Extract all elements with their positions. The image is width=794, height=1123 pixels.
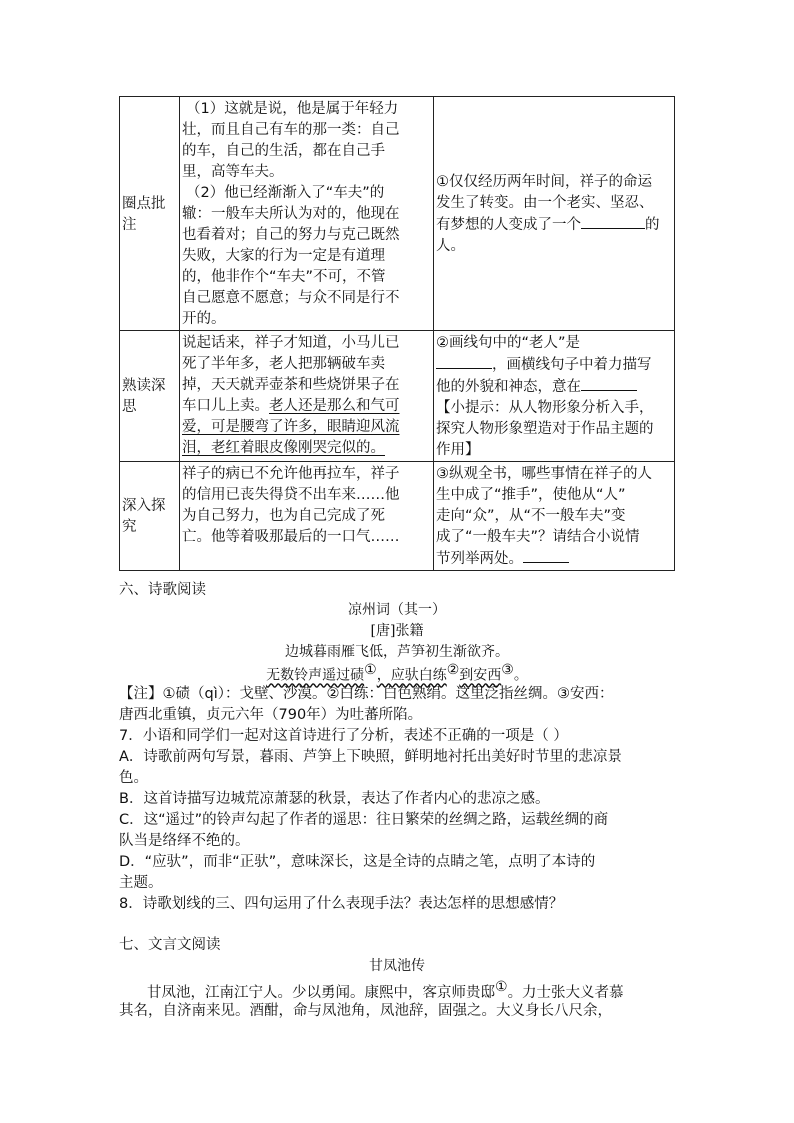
question-text: 有梦想的人变成了一个 [436, 217, 581, 233]
underlined-sentence: 爱，可是腰弯了许多，眼睛迎风流 [182, 419, 400, 435]
answer-blank[interactable] [523, 548, 569, 563]
answer-blank[interactable] [436, 354, 492, 369]
question-8: 8．诗歌划线的三、四句运用了什么表现手法？表达怎样的思想感情？ [119, 896, 564, 912]
note-mark: ① [364, 662, 377, 678]
poem-author: [唐]张籍 [370, 623, 424, 639]
essay-paragraph-line: 其名，自济南来见。酒酣，命与凤池角，凤池辞，固强之。大义身长八尺余， [119, 1003, 612, 1019]
question-cell [434, 462, 675, 571]
passage-line: 自己愿意不愿意；与众不同是行不 [182, 290, 400, 306]
option-c-cont: 队当是络绎不绝的。 [119, 833, 250, 849]
question-line [436, 548, 672, 570]
underlined-sentence: 泪，老红着眼皮像刚哭完似的。 [182, 440, 385, 456]
question-line [436, 214, 672, 236]
question-7: 7．小语和同学们一起对这首诗进行了分析，表述不正确的一项是（ ） [119, 728, 568, 744]
section-heading: 七、文言文阅读 [119, 937, 221, 953]
poem-title: 凉州词（其一） [348, 602, 446, 618]
passage-cell [180, 97, 434, 331]
note-mark: ③ [501, 662, 514, 678]
essay-title: 甘凤池传 [369, 958, 425, 974]
table-row [120, 97, 675, 331]
note-line: 【注】①碛（qì）：戈壁、沙漠。②白练：白色熟绢。这里泛指丝绸。③安西： [119, 686, 614, 702]
passage-line: 的，他非作个“车夫”不可，不管 [182, 269, 386, 285]
passage-line: 祥子的病已不允许他再拉车，祥子 [182, 466, 400, 482]
note-mark: ① [495, 979, 508, 995]
question-line: 人。 [436, 238, 465, 254]
question-line: 生中成了“推手”，使他从“人” [436, 487, 626, 503]
underlined-sentence: 老人还是那么和气可 [269, 398, 400, 414]
question-text: ，画横线句子中着力描写 [492, 357, 652, 373]
question-text: 他的外貌和神态，意在 [436, 379, 581, 395]
question-cell [434, 97, 675, 331]
question-line: 【小提示：从人物形象分析入手， [436, 400, 654, 416]
passage-line: （2）他已经渐渐入了“车夫”的 [186, 185, 385, 201]
passage-line: 说起话来，祥子才知道，小马儿已 [182, 335, 400, 351]
essay-paragraph-line [119, 977, 679, 1004]
passage-line [182, 396, 431, 417]
option-b: B．这首诗描写边城荒凉萧瑟的秋景，表达了作者内心的悲凉之感。 [119, 791, 550, 807]
question-text: 的 [645, 217, 660, 233]
row-label [120, 97, 180, 331]
essay-text: 。力士张大义者慕 [507, 984, 624, 1001]
passage-line: 死了半年多，老人把那辆破车卖 [182, 356, 385, 372]
passage-line: 的车，自己的生活，都在自己手 [182, 143, 385, 159]
section-heading: 六、诗歌阅读 [119, 582, 206, 598]
row-label [120, 462, 180, 571]
passage-line: 掉，天天就弄壶茶和些烧饼果子在 [182, 377, 400, 393]
table-row [120, 331, 675, 462]
option-a-cont: 色。 [119, 770, 148, 786]
question-cell [434, 331, 675, 462]
poem-text: 无数铃声遥过碛 [266, 667, 365, 684]
essay-text: 甘凤池，江南江宁人。少以勇闻。康熙中，客京师贵邸 [147, 984, 495, 1001]
question-line: ③纵观全书，哪些事情在祥子的人 [436, 466, 652, 482]
passage-text: 车口儿上卖。 [182, 398, 269, 414]
question-line: 作用】 [436, 442, 480, 458]
question-line: ②画线句中的“老人”是 [436, 335, 581, 351]
question-text: 节列举两处。 [436, 551, 523, 567]
passage-line: 也看着对；自己的努力与克己既然 [182, 227, 400, 243]
option-c: C．这“遥过”的铃声勾起了作者的遥思：往日繁荣的丝绸之路，运载丝绸的商 [119, 812, 609, 828]
row-label-text: 圈点批注 [122, 195, 166, 233]
option-d: D．“应驮”，而非“正驮”，意味深长，这是全诗的点睛之笔，点明了本诗的 [119, 854, 596, 870]
passage-line: 亡。他等着吸那最后的一口气…… [182, 529, 400, 545]
row-label-text: 熟读深思 [122, 378, 166, 415]
poem-text: 。 [513, 667, 528, 684]
table-row [120, 462, 675, 571]
passage-line: 辙：一般车夫所认为对的，他现在 [182, 206, 400, 222]
passage-cell [180, 331, 434, 462]
row-label-text: 深入探究 [122, 498, 166, 535]
question-line: 发生了转变。由一个老实、坚忍、 [436, 195, 654, 211]
passage-line: 开的。 [182, 311, 226, 327]
note-mark: ② [446, 662, 460, 678]
passage-line: 的信用已丧失得贷不出车来……他 [182, 487, 400, 503]
reading-table [119, 96, 675, 571]
question-line [436, 354, 672, 376]
row-label [120, 331, 180, 462]
passage-line: 失败，大家的行为一定是有道理 [182, 248, 385, 264]
option-a: A．诗歌前两句写景，暮雨、芦笋上下映照，鲜明地衬托出美好时节里的悲凉景 [119, 749, 622, 765]
answer-blank[interactable] [581, 376, 637, 391]
poem-text: 到安西 [459, 667, 502, 684]
passage-cell [180, 462, 434, 571]
passage-line: 壮，而且自己有车的那一类：自己 [182, 122, 400, 138]
question-line: 探究人物形象塑造对于作品主题的 [436, 421, 654, 437]
poem-text: ，应驮白练 [376, 667, 447, 684]
passage-line: （1）这就是说，他是属于年轻力 [186, 101, 399, 117]
question-line: 走向“众”，从“不一般车夫”变 [436, 508, 626, 524]
note-line: 唐西北重镇，贞元六年（790年）为吐蕃所陷。 [119, 707, 423, 723]
question-line: 成了“一般车夫”？请结合小说情 [436, 529, 640, 545]
question-line [436, 376, 672, 398]
option-d-cont: 主题。 [119, 875, 163, 891]
passage-line: 为自己努力，也为自己完成了死 [182, 508, 385, 524]
question-line: ①仅仅经历两年时间，祥子的命运 [436, 174, 652, 190]
poem-line: 边城暮雨雁飞低，芦笋初生渐欲齐。 [285, 644, 509, 660]
answer-blank[interactable] [581, 214, 645, 229]
poem-line-underlined [119, 662, 675, 685]
passage-line: 里，高等车夫。 [182, 164, 284, 180]
